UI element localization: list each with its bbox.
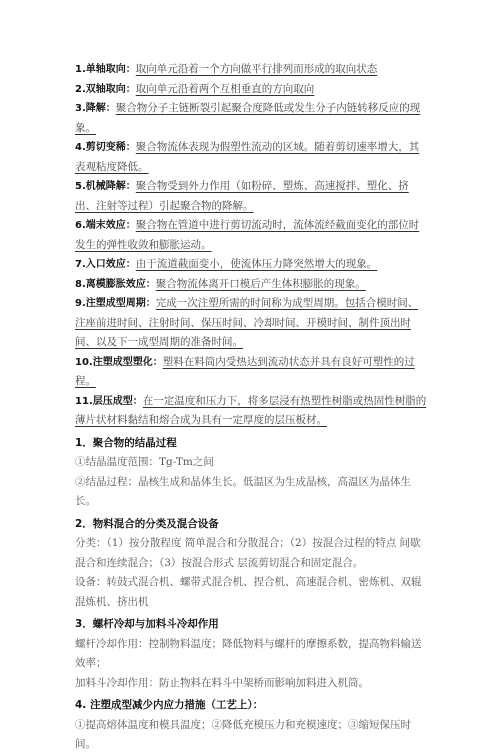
definition-5 (75, 177, 427, 216)
definition-term: 2.双轴取向： (75, 83, 136, 95)
definition-term: 3.降解： (75, 103, 116, 114)
section-line: 加料斗冷却作用：防止物料在料斗中架桥而影响加料进入机筒。 (75, 676, 369, 689)
section-line: ①提高熔体温度和模具温度；②降低充模压力和充模速度；③缩短保压时间。 (75, 718, 411, 750)
definition-text: 聚合物在管道中进行剪切流动时，流体流经截面变化的部位时发生的弹性收敛和膨胀运动。 (75, 219, 420, 251)
definition-term: 4.剪切变稀： (75, 142, 136, 153)
definition-text: 由于流道截面变小，使流体压力降突然增大的现象。 (135, 258, 378, 270)
document-content (75, 60, 427, 755)
definition-term: 6.端末效应： (75, 220, 136, 231)
definition-text: 聚合物分子主链断裂引起聚合度降低或发生分子内链转移反应的现象。 (75, 102, 421, 134)
definition-6 (75, 216, 427, 255)
section-heading-crystallization: 1．聚合物的结晶过程 (75, 436, 177, 449)
definition-term: 1.单轴取向： (75, 64, 136, 75)
definition-2 (75, 80, 427, 100)
section-line: 设备：转鼓式混合机、螺带式混合机、捏合机、高速混合机、密炼机、双辊混炼机、挤出机 (75, 576, 422, 608)
definition-8 (75, 275, 427, 295)
definition-term: 11.层压成型： (75, 395, 143, 407)
definition-9 (75, 294, 427, 353)
definition-3 (75, 99, 427, 138)
definition-term: 10.注塑成型塑化： (75, 356, 163, 368)
definition-term: 5.机械降解： (75, 181, 136, 192)
definition-10 (75, 353, 427, 392)
section-line: ②结晶过程：晶核生成和晶体生长。低温区为生成晶核，高温区为晶体生长。 (75, 475, 411, 507)
definition-text: 聚合物流体离开口模后产生体积膨胀的现象。 (155, 277, 366, 290)
definition-term: 8.离模膨胀效应： (75, 278, 156, 290)
section-line: ①结晶温度范围：Tg-Tm之间 (75, 456, 214, 468)
definition-7 (75, 255, 427, 275)
section-line: 螺杆冷却作用：控制物料温度；降低物料与螺杆的摩擦系数，提高物料输送效率； (75, 637, 422, 669)
section-heading-mixing: 2．物料混合的分类及混合设备 (75, 517, 219, 530)
definition-text: 在一定温度和压力下，将多层浸有热塑性树脂或热固性树脂的薄片状材料黏结和熔合成为具有一定厚度的层压板材。 (75, 394, 427, 426)
definition-term: 7.入口效应： (75, 259, 136, 270)
definition-text: 取向单元沿着一个方向做平行排列而形成的取向状态 (135, 63, 378, 75)
section-line: 分类：（1）按分散程度 简单混合和分散混合；（2）按混合过程的特点 间歇混合和连续混合；（3）按混合形式 层流剪切混合和固定混合。 (75, 537, 421, 569)
definition-text: 取向单元沿着两个互相垂直的方向取向 (135, 82, 315, 95)
definition-4 (75, 138, 427, 177)
definition-text: 塑料在料筒内受热达到流动状态并具有良好可塑性的过程。 (75, 355, 415, 387)
definition-1 (75, 60, 427, 80)
definition-text: 聚合物受到外力作用（如粉碎、塑炼、高速搅拌、塑化、挤出、注射等过程）引起聚合物的降解。 (75, 180, 409, 212)
definition-11 (75, 392, 427, 431)
section-heading-stress: 4. 注塑成型减少内应力措施（工艺上）： (75, 699, 264, 711)
definition-text: 完成一次注塑所需的时间称为成型周期。包括合模时间、注座前进时间、注射时间、保压时间、冷却时间、开模时间、制件顶出时间、以及下一成型周期的准备时间。 (75, 297, 419, 348)
section-heading-cooling: 3．螺杆冷却与加料斗冷却作用 (75, 618, 219, 630)
definition-text: 聚合物流体表现为假塑性流动的区域。随着剪切速率增大，其表观粘度降低。 (75, 141, 420, 173)
definition-term: 9.注塑成型周期： (75, 298, 156, 309)
